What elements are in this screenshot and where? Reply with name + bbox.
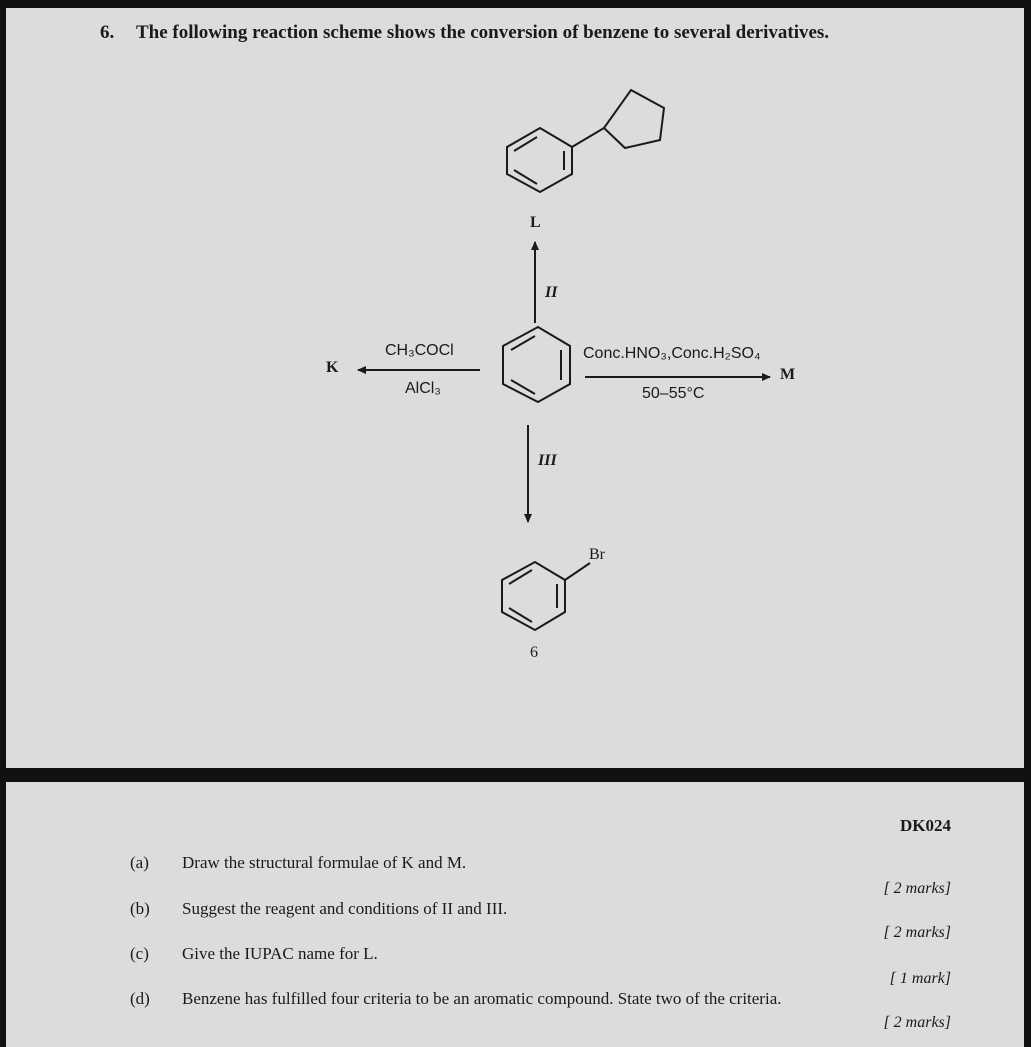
paper-code: DK024 — [900, 816, 951, 835]
step-ii-label: II — [545, 284, 558, 301]
part-a: (a) Draw the structural formulae of K and M. — [130, 853, 467, 872]
product-l-label: L — [530, 214, 541, 231]
part-b: (b) Suggest the reagent and conditions of II and III. — [130, 899, 508, 918]
reagent-temperature: 50–55°C — [642, 385, 705, 402]
page-number-label: 6 — [530, 644, 538, 661]
marks-c: [ 1 mark] — [889, 970, 951, 987]
part-c: (c) Give the IUPAC name for L. — [130, 944, 378, 963]
marks-a: [ 2 marks] — [883, 880, 951, 897]
product-k-label: K — [326, 359, 339, 376]
reagent-nitrating-mixture: Conc.HNO₃,Conc.H₂SO₄ — [583, 345, 761, 362]
part-d: (d) Benzene has fulfilled four criteria to be an aromatic compound. State two of the criteria. — [130, 989, 782, 1008]
reagent-ch3cocl: CH₃COCl — [385, 342, 454, 359]
question-number: 6. — [100, 22, 115, 43]
marks-b: [ 2 marks] — [883, 924, 951, 941]
reagent-alcl3: AlCl₃ — [405, 380, 441, 397]
step-iii-label: III — [538, 452, 557, 469]
bromo-substituent-label: Br — [589, 546, 605, 563]
benzene-structure — [503, 327, 570, 402]
marks-d: [ 2 marks] — [883, 1014, 951, 1031]
question-text: The following reaction scheme shows the conversion of benzene to several derivatives. — [136, 22, 830, 43]
product-m-label: M — [780, 366, 796, 383]
cyclopentylbenzene-structure — [507, 90, 664, 192]
bromobenzene-structure — [502, 562, 590, 630]
